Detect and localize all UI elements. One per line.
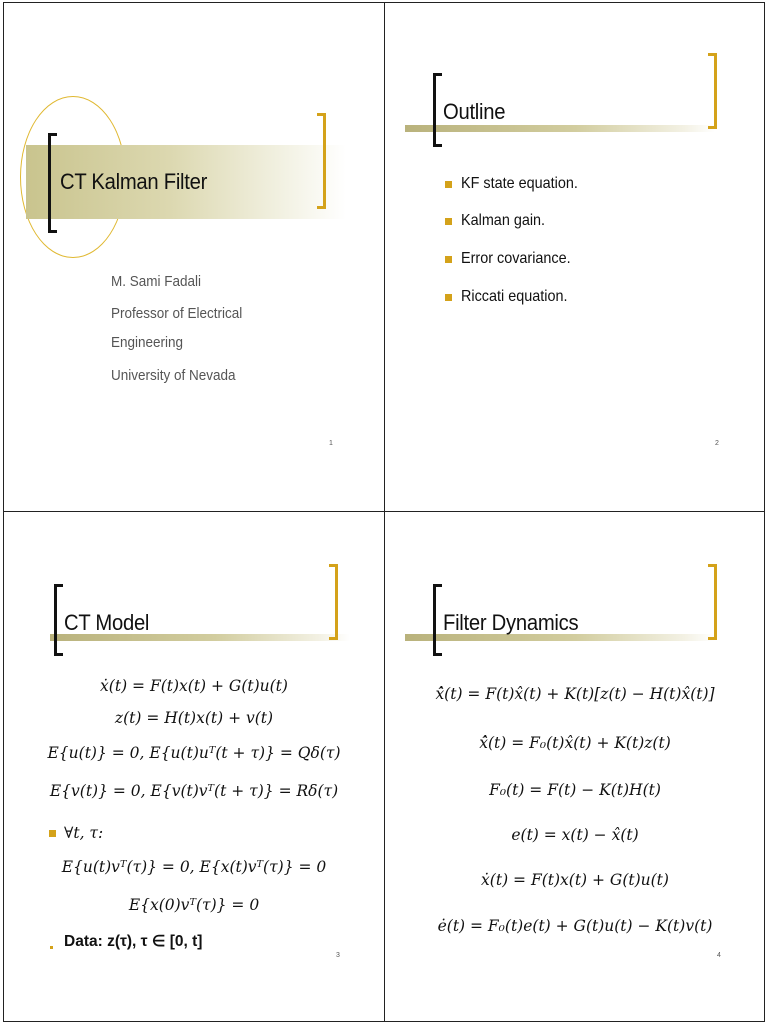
left-bracket-icon (433, 584, 442, 656)
slide-1 (4, 3, 384, 511)
slide-2 (385, 3, 765, 511)
bullet-item: KF state equation. (461, 175, 578, 192)
measurement-equation: z(t) = H(t)x(t) + v(t) (114, 709, 274, 727)
slide-number: 3 (336, 952, 340, 959)
system-state-equation: ẋ(t) = F(t)x(t) + G(t)u(t) (481, 871, 669, 889)
right-bracket-icon (317, 113, 326, 209)
slide-title: Filter Dynamics (443, 610, 579, 635)
slide-title: Outline (443, 99, 506, 124)
data-line: Data: z(τ), τ ∈ [0, t] (64, 933, 203, 950)
uncorrelated-noise-condition: E{u(t)vᵀ(τ)} = 0, E{x(t)vᵀ(τ)} = 0 (61, 858, 327, 876)
slide-number: 4 (717, 952, 721, 959)
header-bar (405, 125, 715, 132)
filter-state-equation-compact: x̂̇(t) = F₀(t)x̂(t) + K(t)z(t) (479, 734, 671, 752)
slide-3 (4, 512, 384, 1020)
left-bracket-icon (54, 584, 63, 656)
slide-number: 1 (329, 440, 333, 447)
filter-state-equation: x̂̇(t) = F(t)x̂(t) + K(t)[z(t) − H(t)x̂(t)] (435, 685, 715, 703)
bullet-item: Riccati equation. (461, 288, 568, 305)
slide-4 (385, 512, 765, 1020)
bullet-icon (445, 218, 452, 225)
bullet-item: Error covariance. (461, 250, 571, 267)
author-name: M. Sami Fadali (111, 273, 202, 290)
small-bullet-icon (50, 946, 53, 949)
bullet-icon (445, 256, 452, 263)
error-dynamics-equation: ė(t) = F₀(t)e(t) + G(t)u(t) − K(t)v(t) (437, 917, 713, 935)
bullet-item: Kalman gain. (461, 212, 546, 229)
process-noise-stats: E{u(t)} = 0, E{u(t)uᵀ(t + τ)} = Qδ(τ) (47, 744, 341, 762)
author-affiliation: University of Nevada (111, 367, 236, 384)
slide-number: 2 (715, 440, 719, 447)
state-equation: ẋ(t) = F(t)x(t) + G(t)u(t) (100, 677, 288, 695)
left-bracket-icon (48, 133, 57, 233)
bullet-icon (49, 830, 56, 837)
bullet-icon (445, 181, 452, 188)
left-bracket-icon (433, 73, 442, 147)
right-bracket-icon (708, 564, 717, 640)
right-bracket-icon (329, 564, 338, 640)
measurement-noise-stats: E{v(t)} = 0, E{v(t)vᵀ(t + τ)} = Rδ(τ) (49, 782, 339, 800)
f0-definition: F₀(t) = F(t) − K(t)H(t) (489, 781, 661, 799)
bullet-icon (445, 294, 452, 301)
author-title-line-2: Engineering (111, 334, 184, 351)
initial-state-condition: E{x(0)vᵀ(τ)} = 0 (128, 896, 260, 914)
slide-title: CT Kalman Filter (60, 169, 208, 194)
right-bracket-icon (708, 53, 717, 129)
author-title-line-1: Professor of Electrical (111, 305, 243, 322)
for-all-label: ∀t, τ: (64, 824, 104, 842)
slide-title: CT Model (64, 610, 150, 635)
error-definition: e(t) = x(t) − x̂(t) (511, 826, 639, 844)
